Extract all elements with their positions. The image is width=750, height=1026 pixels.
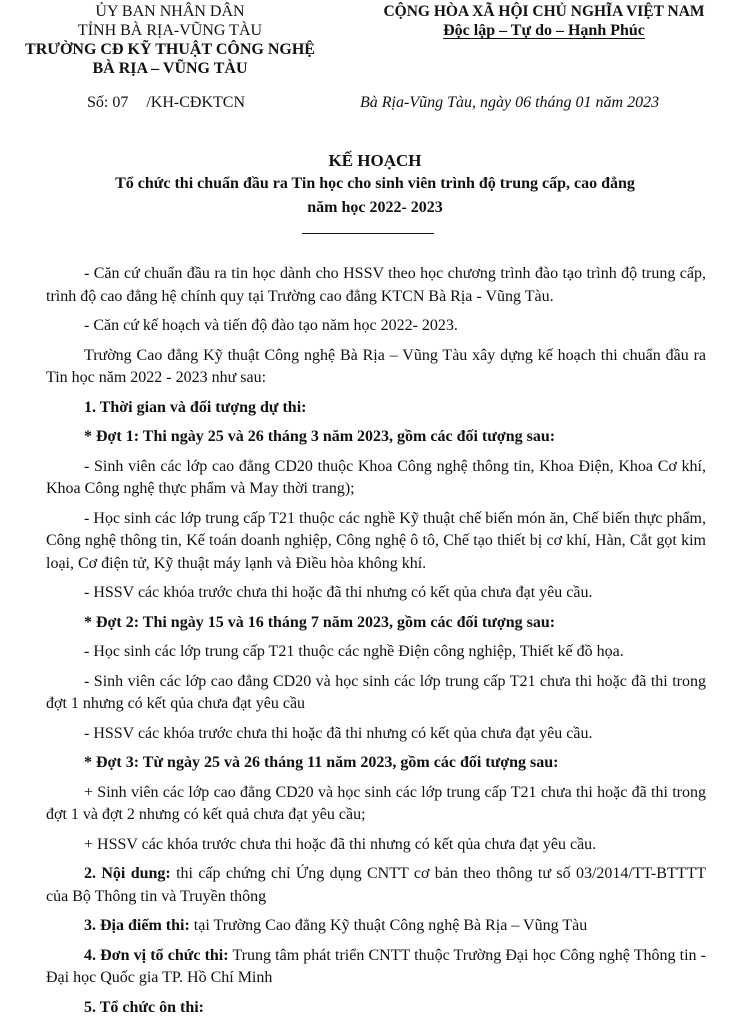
paragraph: Trường Cao đẳng Kỹ thuật Công nghệ Bà Rịa – Vũng Tàu xây dựng kế hoạch thi chuẩn đầu ra Tin học năm 2022 - 2023 như sau: <box>46 346 706 386</box>
school-name: TRƯỜNG CĐ KỸ THUẬT CÔNG NGHỆ <box>25 41 315 58</box>
paragraph: - Sinh viên các lớp cao đẳng CD20 và học sinh các lớp trung cấp T21 chưa thi hoặc đã thi trong đợt 1 nhưng có kết qủa chưa đạt yêu cầu <box>46 672 706 712</box>
document-title: KẾ HOẠCH <box>328 151 422 170</box>
national-motto: Độc lập – Tự do – Hạnh Phúc <box>443 22 645 39</box>
paragraph: + Sinh viên các lớp cao đẳng CD20 và học sinh các lớp trung cấp T21 chưa thi hoặc đã thi trong đợt 1 và đợt 2 nhưng có kết quả chưa đạt yêu cầu; <box>46 783 706 823</box>
issuing-agency-block <box>0 2 340 78</box>
section-heading: 1. Thời gian và đối tượng dự thi: <box>84 398 307 416</box>
title-underline <box>302 233 434 234</box>
doc-number-prefix: Số: <box>87 94 109 111</box>
document-date: Bà Rịa-Vũng Tàu, ngày 06 tháng 01 năm 2023 <box>360 94 660 111</box>
agency-line-1: ỦY BAN NHÂN DÂN <box>95 3 245 20</box>
school-location: BÀ RỊA – VŨNG TÀU <box>92 60 248 77</box>
round-heading: * Đợt 3: Từ ngày 25 và 26 tháng 11 năm 2023, gồm các đối tượng sau: <box>84 754 559 771</box>
paragraph: + HSSV các khóa trước chưa thi hoặc đã thi nhưng có kết qủa chưa đạt yêu cầu. <box>84 835 597 853</box>
national-motto-block <box>338 2 750 40</box>
document-subtitle-2: năm học 2022- 2023 <box>307 199 443 216</box>
section-content: 2. Nội dung: thi cấp chứng chỉ Ứng dụng CNTT cơ bản theo thông tư số 03/2014/TT-BTTTT của Bộ Thông tin và Truyền thông <box>46 865 707 905</box>
paragraph: - Căn cứ chuẩn đầu ra tin học dành cho HSSV theo học chương trình đào tạo trình độ trung cấp, trình độ cao đẳng hệ chính quy tại Trường cao đẳng KTCN Bà Rịa - Vũng Tàu. <box>46 265 706 305</box>
round-heading: * Đợt 2: Thi ngày 15 và 16 tháng 7 năm 2023, gồm các đối tượng sau: <box>84 613 556 631</box>
paragraph: - Học sinh các lớp trung cấp T21 thuộc các nghề Điện công nghiệp, Thiết kế đồ họa. <box>84 643 624 660</box>
section-location: 3. Địa điểm thi: tại Trường Cao đẳng Kỹ thuật Công nghệ Bà Rịa – Vũng Tàu <box>84 917 588 934</box>
round-heading: * Đợt 1: Thi ngày 25 và 26 tháng 3 năm 2023, gồm các đối tượng sau: <box>84 428 556 445</box>
doc-number-suffix: /KH-CĐKTCN <box>146 94 246 111</box>
paragraph: - HSSV các khóa trước chưa thi hoặc đã thi nhưng có kết qủa chưa đạt yêu cầu. <box>84 724 593 742</box>
doc-number-value: 07 <box>112 94 129 111</box>
paragraph: - Học sinh các lớp trung cấp T21 thuộc các nghề Kỹ thuật chế biến món ăn, Chế biến thực phẩm, Công nghệ thông tin, Kế toán doanh nghiệp, Công nghệ ô tô, Chế tạo thiết bị cơ khí, Hàn, Cắt gọt kim loại, Cơ điện tử, Kỹ thuật máy lạnh và Điều hòa không khí. <box>46 509 706 572</box>
section-heading: 5. Tổ chức ôn thi: <box>84 998 204 1016</box>
document-title-block <box>0 150 750 220</box>
paragraph: - Sinh viên các lớp cao đẳng CD20 thuộc Khoa Công nghệ thông tin, Khoa Điện, Khoa Cơ khí, Khoa Công nghệ thực phẩm và May thời trang); <box>46 457 706 497</box>
document-number <box>87 94 245 112</box>
section-organizer: 4. Đơn vị tổ chức thi: Trung tâm phát triển CNTT thuộc Trường Đại học Công nghệ Thông tin - Đại học Quốc gia TP. Hồ Chí Minh <box>46 946 707 986</box>
document-subtitle-1: Tổ chức thi chuẩn đầu ra Tin học cho sinh viên trình độ trung cấp, cao đẳng <box>115 175 635 192</box>
national-title: CỘNG HÒA XÃ HỘI CHỦ NGHĨA VIỆT NAM <box>383 3 705 20</box>
paragraph: - Căn cứ kế hoạch và tiến độ đào tạo năm học 2022- 2023. <box>84 317 458 334</box>
document-body <box>46 263 706 1026</box>
paragraph: - HSSV các khóa trước chưa thi hoặc đã thi nhưng có kết qủa chưa đạt yêu cầu. <box>84 584 593 601</box>
agency-line-2: TỈNH BÀ RỊA-VŨNG TÀU <box>77 22 263 39</box>
